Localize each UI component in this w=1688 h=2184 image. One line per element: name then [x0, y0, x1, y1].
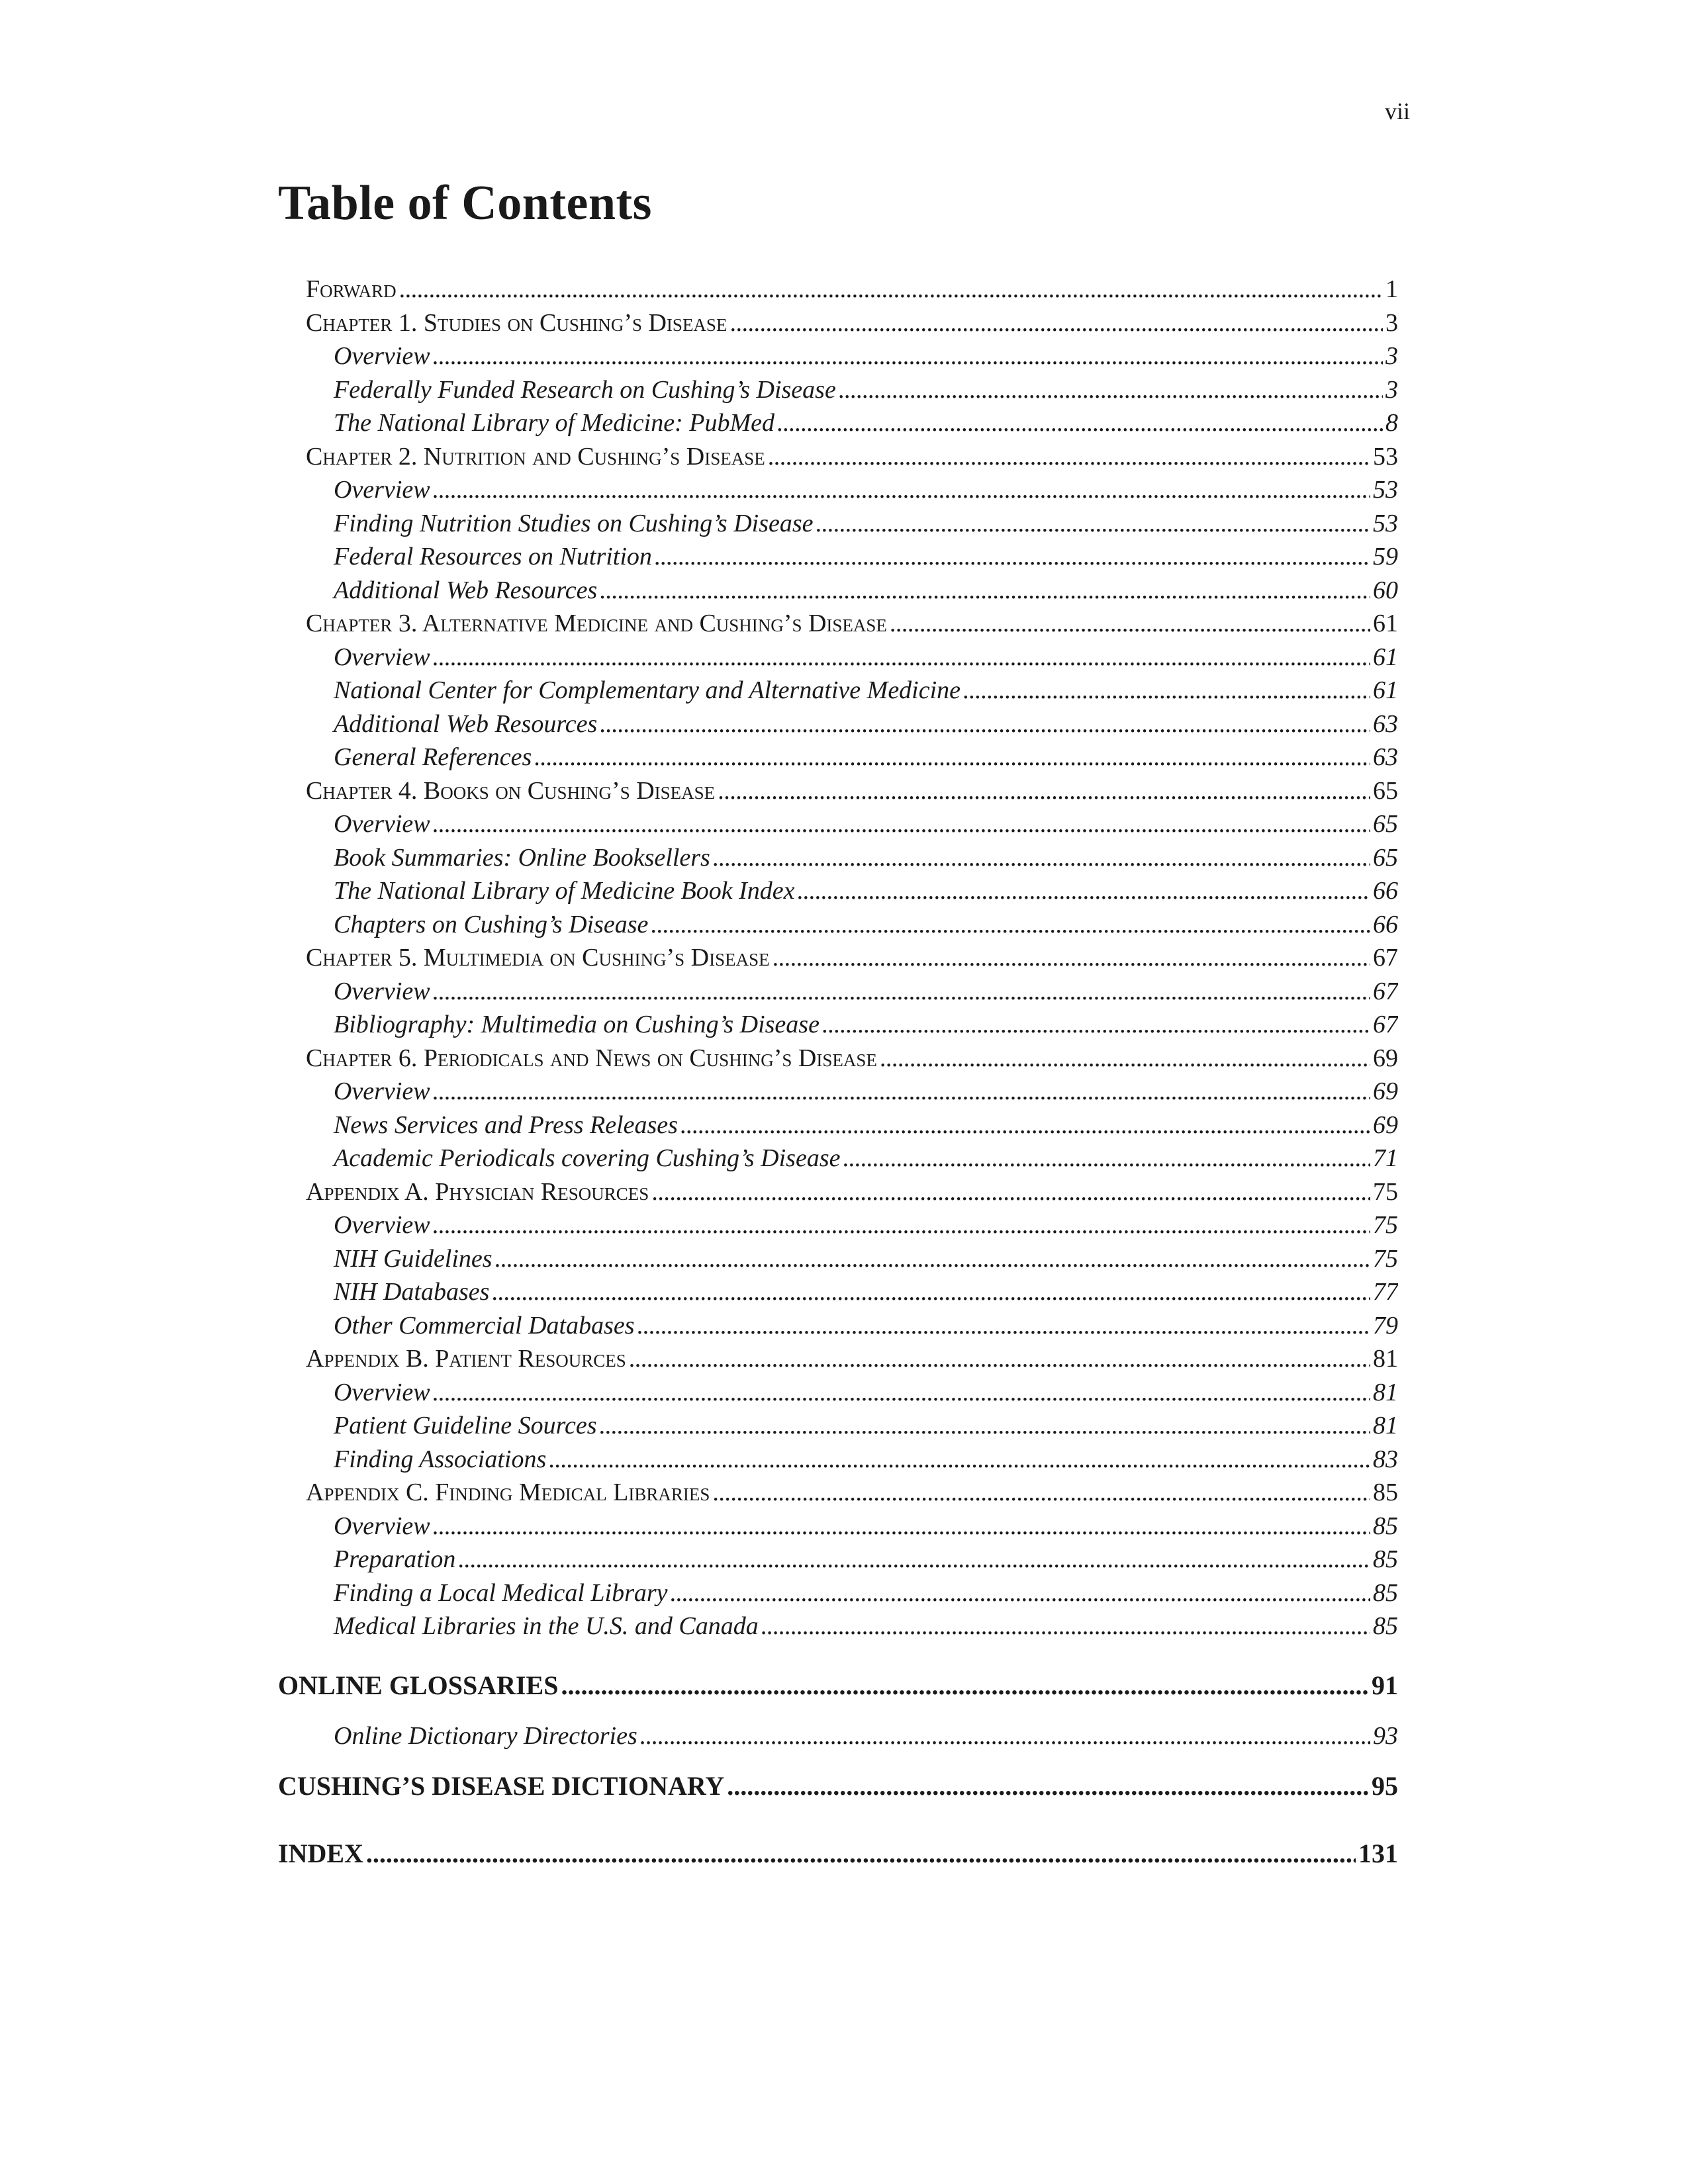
dot-leader [492, 1275, 1370, 1309]
toc-entry-label: Appendix C. Finding Medical Libraries [306, 1479, 710, 1506]
toc-entry-page: 131 [1358, 1838, 1398, 1868]
toc-entry-label: National Center for Complementary and Alternative Medicine [334, 676, 961, 704]
dot-leader [433, 641, 1370, 674]
toc-entry[interactable] [278, 674, 1398, 707]
toc-entry-page: 67 [1373, 977, 1398, 1005]
toc-entry[interactable] [278, 1711, 1398, 1761]
dot-leader [366, 1829, 1356, 1879]
toc-entry[interactable] [278, 1409, 1398, 1443]
toc-entry[interactable] [278, 574, 1398, 608]
toc-entry[interactable] [278, 1109, 1398, 1142]
toc-entry-page: 60 [1373, 576, 1398, 604]
toc-entry-label: Preparation [334, 1545, 456, 1573]
dot-leader [549, 1443, 1370, 1477]
toc-entry[interactable] [278, 1376, 1398, 1410]
page-title: Table of Contents [278, 176, 652, 230]
toc-entry[interactable] [278, 908, 1398, 942]
toc-entry[interactable] [278, 1476, 1398, 1510]
toc-entry-page: 85 [1373, 1612, 1398, 1640]
dot-leader [651, 908, 1370, 942]
dot-leader [727, 1761, 1369, 1811]
toc-entry-label: Other Commercial Databases [334, 1311, 635, 1340]
toc-entry-page: 65 [1373, 776, 1398, 805]
dot-leader [963, 674, 1370, 707]
toc-entry-page: 3 [1385, 375, 1398, 404]
toc-entry-label: Finding a Local Medical Library [334, 1578, 668, 1607]
toc-entry-label: News Services and Press Releases [334, 1111, 678, 1139]
toc-entry-page: 85 [1373, 1512, 1398, 1540]
dot-leader [600, 574, 1370, 608]
toc-entry-label: Additional Web Resources [334, 576, 598, 604]
toc-entry-page: 61 [1373, 643, 1398, 671]
toc-entry[interactable] [278, 1761, 1398, 1811]
toc-entry-label: INDEX [278, 1838, 363, 1868]
toc-entry-page: 77 [1373, 1278, 1398, 1306]
toc-entry[interactable] [278, 1208, 1398, 1242]
toc-entry[interactable] [278, 841, 1398, 875]
toc-entry-page: 93 [1373, 1721, 1398, 1750]
toc-entry-label: Additional Web Resources [334, 709, 598, 738]
toc-entry-page: 67 [1373, 944, 1398, 972]
toc-entry-page: 53 [1373, 476, 1398, 504]
toc-entry[interactable] [278, 340, 1398, 373]
dot-leader [637, 1309, 1370, 1343]
toc-entry-label: Appendix A. Physician Resources [306, 1177, 649, 1206]
toc-entry-label: CUSHING’S DISEASE DICTIONARY [278, 1770, 725, 1801]
dot-leader [671, 1576, 1370, 1610]
toc-entry-label: Chapter 1. Studies on Cushing’s Disease [306, 308, 727, 337]
dot-leader [839, 373, 1383, 407]
toc-entry-page: 53 [1373, 509, 1398, 537]
toc-entry-page: 85 [1373, 1545, 1398, 1573]
toc-entry[interactable] [278, 440, 1398, 474]
dot-leader [433, 1510, 1370, 1543]
toc-entry[interactable] [278, 1661, 1398, 1711]
toc-entry[interactable] [278, 1309, 1398, 1343]
toc-entry[interactable] [278, 874, 1398, 908]
toc-entry[interactable] [278, 1610, 1398, 1643]
toc-entry-label: Chapter 2. Nutrition and Cushing’s Disease [306, 442, 765, 471]
toc-entry-label: Academic Periodicals covering Cushing’s Disease [334, 1144, 841, 1172]
dot-leader [890, 607, 1370, 641]
toc-entry-label: Overview [334, 476, 430, 504]
toc-entry-page: 75 [1373, 1244, 1398, 1273]
toc-entry[interactable] [278, 273, 1398, 306]
toc-entry-label: Chapters on Cushing’s Disease [334, 910, 649, 938]
toc-entry[interactable] [278, 406, 1398, 440]
dot-leader [629, 1342, 1370, 1376]
toc-entry-page: 67 [1373, 1011, 1398, 1038]
toc-entry-label: Bibliography: Multimedia on Cushing’s Disease [334, 1011, 820, 1038]
toc-entry[interactable] [278, 473, 1398, 507]
toc-entry[interactable] [278, 1175, 1398, 1209]
toc-entry[interactable] [278, 941, 1398, 975]
toc-entry-page: 3 [1385, 342, 1398, 370]
toc-entry-label: Chapter 4. Books on Cushing’s Disease [306, 776, 716, 805]
toc-entry-page: 85 [1373, 1479, 1398, 1506]
toc-entry[interactable] [278, 1443, 1398, 1477]
toc-entry-label: Overview [334, 810, 430, 838]
dot-leader [655, 540, 1370, 574]
dot-leader [433, 1376, 1370, 1410]
toc-entry-page: 65 [1373, 810, 1398, 838]
toc-entry[interactable] [278, 373, 1398, 407]
toc-entry-label: Patient Guideline Sources [334, 1412, 597, 1439]
toc-entry-page: 69 [1373, 1044, 1398, 1072]
dot-leader [495, 1242, 1370, 1276]
toc-entry[interactable] [278, 1576, 1398, 1610]
toc-entry-page: 95 [1372, 1770, 1398, 1801]
dot-leader [640, 1711, 1370, 1761]
dot-leader [651, 1175, 1370, 1209]
dot-leader [773, 941, 1370, 975]
dot-leader [433, 975, 1370, 1009]
dot-leader [761, 1610, 1370, 1643]
dot-leader [458, 1543, 1370, 1576]
toc-entry-page: 59 [1373, 543, 1398, 570]
toc-entry[interactable] [278, 1829, 1398, 1879]
toc-entry-label: Chapter 6. Periodicals and News on Cushing’s Disease [306, 1044, 877, 1072]
toc-entry-page: 66 [1373, 877, 1398, 905]
toc-entry[interactable] [278, 807, 1398, 841]
toc-entry-label: Overview [334, 1512, 430, 1540]
toc-entry[interactable] [278, 1042, 1398, 1075]
toc-entry-page: 85 [1373, 1578, 1398, 1607]
toc-entry[interactable] [278, 507, 1398, 541]
dot-leader [433, 807, 1370, 841]
dot-leader [433, 1075, 1370, 1109]
dot-leader [534, 741, 1370, 774]
toc-entry[interactable] [278, 741, 1398, 774]
toc-entry-page: 65 [1373, 843, 1398, 872]
toc-entry-page: 69 [1373, 1077, 1398, 1105]
dot-leader [433, 1208, 1370, 1242]
toc-entry-page: 61 [1373, 676, 1398, 704]
table-of-contents [278, 273, 1398, 1879]
dot-leader [880, 1042, 1370, 1075]
toc-entry-page: 53 [1373, 442, 1398, 471]
toc-entry[interactable] [278, 1242, 1398, 1276]
toc-entry-page: 61 [1373, 610, 1398, 637]
dot-leader [816, 507, 1370, 541]
dot-leader [798, 874, 1370, 908]
dot-leader [822, 1008, 1370, 1042]
toc-entry-page: 3 [1385, 308, 1398, 337]
toc-entry-label: Finding Associations [334, 1445, 547, 1473]
toc-entry-page: 81 [1373, 1378, 1398, 1406]
toc-entry[interactable] [278, 707, 1398, 741]
dot-leader [600, 1409, 1371, 1443]
dot-leader [600, 707, 1370, 741]
dot-leader [768, 440, 1370, 474]
toc-entry-label: The National Library of Medicine: PubMed [334, 409, 774, 437]
toc-entry-label: Appendix B. Patient Resources [306, 1345, 626, 1373]
dot-leader [680, 1109, 1370, 1142]
dot-leader [433, 340, 1383, 373]
toc-entry[interactable] [278, 306, 1398, 340]
toc-entry[interactable] [278, 641, 1398, 674]
toc-entry-label: Book Summaries: Online Booksellers [334, 843, 710, 872]
toc-entry-label: Chapter 5. Multimedia on Cushing’s Disease [306, 944, 770, 972]
toc-entry[interactable] [278, 1075, 1398, 1109]
toc-entry-label: Overview [334, 1077, 430, 1105]
toc-entry-label: Overview [334, 643, 430, 671]
dot-leader [729, 306, 1383, 340]
toc-entry-page: 63 [1373, 709, 1398, 738]
toc-entry-label: Federally Funded Research on Cushing’s Disease [334, 375, 836, 404]
toc-entry-label: General References [334, 743, 532, 771]
toc-entry[interactable] [278, 1543, 1398, 1576]
toc-entry-page: 81 [1373, 1412, 1398, 1439]
toc-entry-page: 66 [1373, 910, 1398, 938]
dot-leader [843, 1142, 1371, 1175]
toc-entry-label: Medical Libraries in the U.S. and Canada [334, 1612, 759, 1640]
toc-entry-label: Overview [334, 977, 430, 1005]
toc-entry-label: Overview [334, 1378, 430, 1406]
toc-entry-page: 71 [1373, 1144, 1398, 1172]
toc-entry[interactable] [278, 1275, 1398, 1309]
toc-entry[interactable] [278, 975, 1398, 1009]
dot-leader [561, 1661, 1369, 1711]
toc-entry-label: Overview [334, 342, 430, 370]
toc-entry-page: 83 [1373, 1445, 1398, 1473]
toc-entry-label: Chapter 3. Alternative Medicine and Cushing’s Disease [306, 610, 887, 637]
toc-entry-label: Finding Nutrition Studies on Cushing’s Disease [334, 509, 814, 537]
toc-entry-label: Overview [334, 1211, 430, 1239]
toc-entry-label: Federal Resources on Nutrition [334, 543, 652, 570]
toc-entry[interactable] [278, 540, 1398, 574]
toc-entry[interactable] [278, 1510, 1398, 1543]
toc-entry-label: ONLINE GLOSSARIES [278, 1670, 559, 1700]
toc-entry-page: 1 [1385, 275, 1398, 303]
toc-entry-page: 8 [1385, 409, 1398, 437]
dot-leader [712, 1476, 1370, 1510]
dot-leader [399, 273, 1383, 306]
dot-leader [433, 473, 1370, 507]
toc-entry-label: The National Library of Medicine Book Index [334, 877, 795, 905]
toc-entry-page: 79 [1373, 1311, 1398, 1340]
dot-leader [718, 774, 1370, 808]
toc-entry[interactable] [278, 774, 1398, 808]
toc-entry-page: 75 [1373, 1211, 1398, 1239]
toc-entry[interactable] [278, 1008, 1398, 1042]
toc-entry[interactable] [278, 607, 1398, 641]
toc-entry[interactable] [278, 1342, 1398, 1376]
toc-entry-page: 81 [1373, 1345, 1398, 1373]
toc-entry-page: 63 [1373, 743, 1398, 771]
toc-entry-label: NIH Databases [334, 1278, 490, 1306]
dot-leader [713, 841, 1370, 875]
toc-entry-label: Forward [306, 275, 397, 303]
page-number: vii [1384, 98, 1410, 124]
toc-entry-page: 91 [1372, 1670, 1398, 1700]
toc-entry-label: Online Dictionary Directories [334, 1721, 637, 1750]
dot-leader [777, 406, 1383, 440]
toc-entry-label: NIH Guidelines [334, 1244, 492, 1273]
toc-entry-page: 75 [1373, 1177, 1398, 1206]
toc-entry[interactable] [278, 1142, 1398, 1175]
toc-entry-page: 69 [1373, 1111, 1398, 1139]
